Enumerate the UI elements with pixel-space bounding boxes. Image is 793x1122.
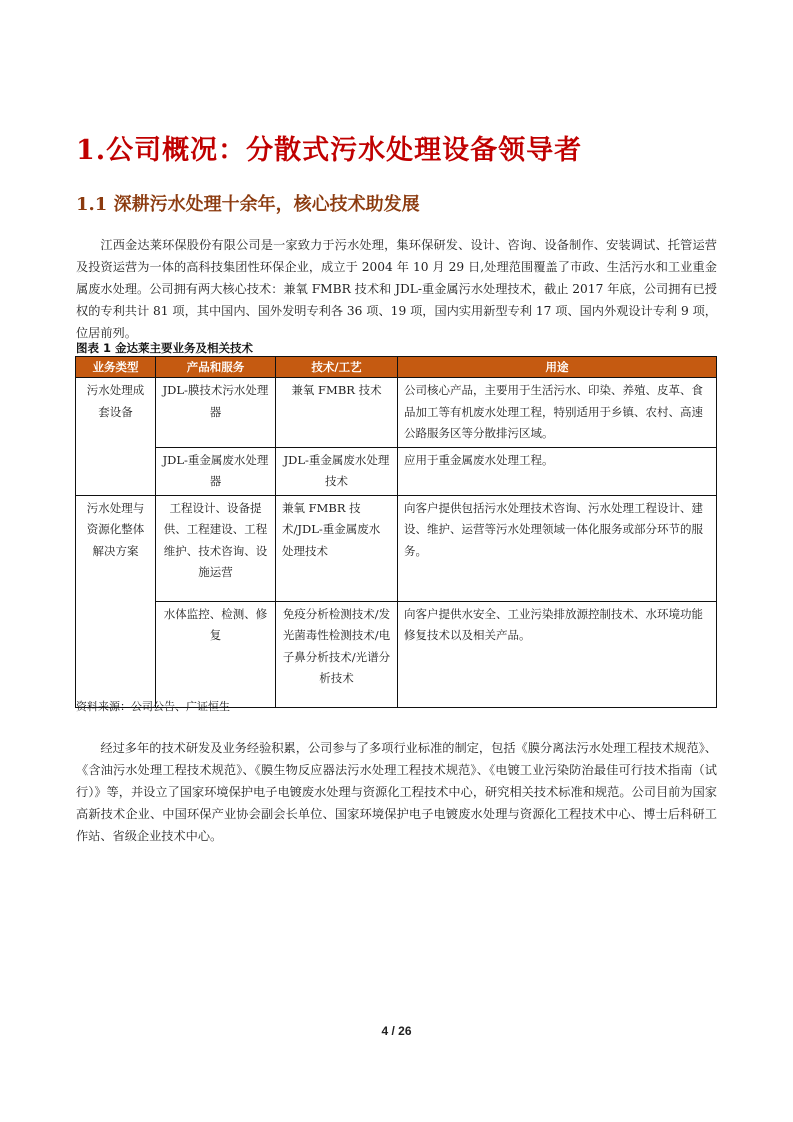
table-row bbox=[76, 447, 717, 495]
header-business-type: 业务类型 bbox=[76, 357, 156, 378]
subsection-heading: 1.1 深耕污水处理十余年，核心技术助发展 bbox=[76, 194, 420, 215]
table-source-note: 资料来源：公司公告、广证恒生 bbox=[76, 700, 230, 713]
table-row bbox=[76, 601, 717, 707]
table-caption: 图表 1 金达莱主要业务及相关技术 bbox=[76, 341, 254, 355]
section-heading: 1.公司概况：分散式污水处理设备领导者 bbox=[76, 135, 583, 166]
product-cell: 工程设计、设备提供、工程建设、工程维护、技术咨询、设施运营 bbox=[156, 495, 276, 601]
usage-cell: 应用于重金属废水处理工程。 bbox=[398, 447, 717, 495]
business-table bbox=[75, 356, 717, 708]
standards-paragraph: 经过多年的技术研发及业务经验积累，公司参与了多项行业标准的制定，包括《膜分离法污水处理工程技术规范》、《含油污水处理工程技术规范》、《膜生物反应器法污水处理工程技术规范》、《电镀工业污染防治最佳可行技术指南（试行）》等，并设立了国家环境保护电子电镀废水处理与资源化工程技术中心，研究相关技术标准和规范。公司目前为国家高新技术企业、中国环保产业协会副会长单位、国家环境保护电子电镀废水处理与资源化工程技术中心、博士后科研工作站、省级企业技术中心。 bbox=[76, 741, 717, 843]
table-row bbox=[76, 378, 717, 448]
business-type-cell: 污水处理与资源化整体解决方案 bbox=[76, 495, 156, 707]
company-intro-paragraph: 江西金达莱环保股份有限公司是一家致力于污水处理，集环保研发、设计、咨询、设备制作、安装调试、托管运营及投资运营为一体的高科技集团性环保企业，成立于 2004 年 10 月 29 日,处理范围覆盖了市政、生活污水和工业重金属废水处理。公司拥有两大核心技术：兼氧 FMBR 技术和 JDL-重金属污水处理技术，截止 2017 年底，公司拥有已授权的专利共计 81 项，其中国内、国外发明专利各 36 项、19 项，国内实用新型专利 17 项、国内外观设计专利 9 项，位居前列。 bbox=[76, 238, 717, 340]
usage-cell: 向客户提供包括污水处理技术咨询、污水处理工程设计、建设、维护、运营等污水处理领域一体化服务或部分环节的服务。 bbox=[398, 495, 717, 601]
product-cell: JDL-膜技术污水处理器 bbox=[156, 378, 276, 448]
header-technology: 技术/工艺 bbox=[276, 357, 398, 378]
tech-cell: 兼氧 FMBR 技术/JDL-重金属废水处理技术 bbox=[276, 495, 398, 601]
table-row bbox=[76, 495, 717, 601]
usage-cell: 向客户提供水安全、工业污染排放源控制技术、水环境功能修复技术以及相关产品。 bbox=[398, 601, 717, 707]
tech-cell: 免疫分析检测技术/发光菌毒性检测技术/电子鼻分析技术/光谱分析技术 bbox=[276, 601, 398, 707]
tech-cell: 兼氧 FMBR 技术 bbox=[276, 378, 398, 448]
page-number: 4 / 26 bbox=[381, 1024, 412, 1038]
usage-cell: 公司核心产品，主要用于生活污水、印染、养殖、皮革、食品加工等有机废水处理工程，特别适用于乡镇、农村、高速公路服务区等分散排污区域。 bbox=[398, 378, 717, 448]
table-header-row bbox=[76, 357, 717, 378]
header-product-service: 产品和服务 bbox=[156, 357, 276, 378]
product-cell: 水体监控、检测、修复 bbox=[156, 601, 276, 707]
product-cell: JDL-重金属废水处理器 bbox=[156, 447, 276, 495]
business-type-cell: 污水处理成套设备 bbox=[76, 378, 156, 496]
header-usage: 用途 bbox=[398, 357, 717, 378]
tech-cell: JDL-重金属废水处理技术 bbox=[276, 447, 398, 495]
